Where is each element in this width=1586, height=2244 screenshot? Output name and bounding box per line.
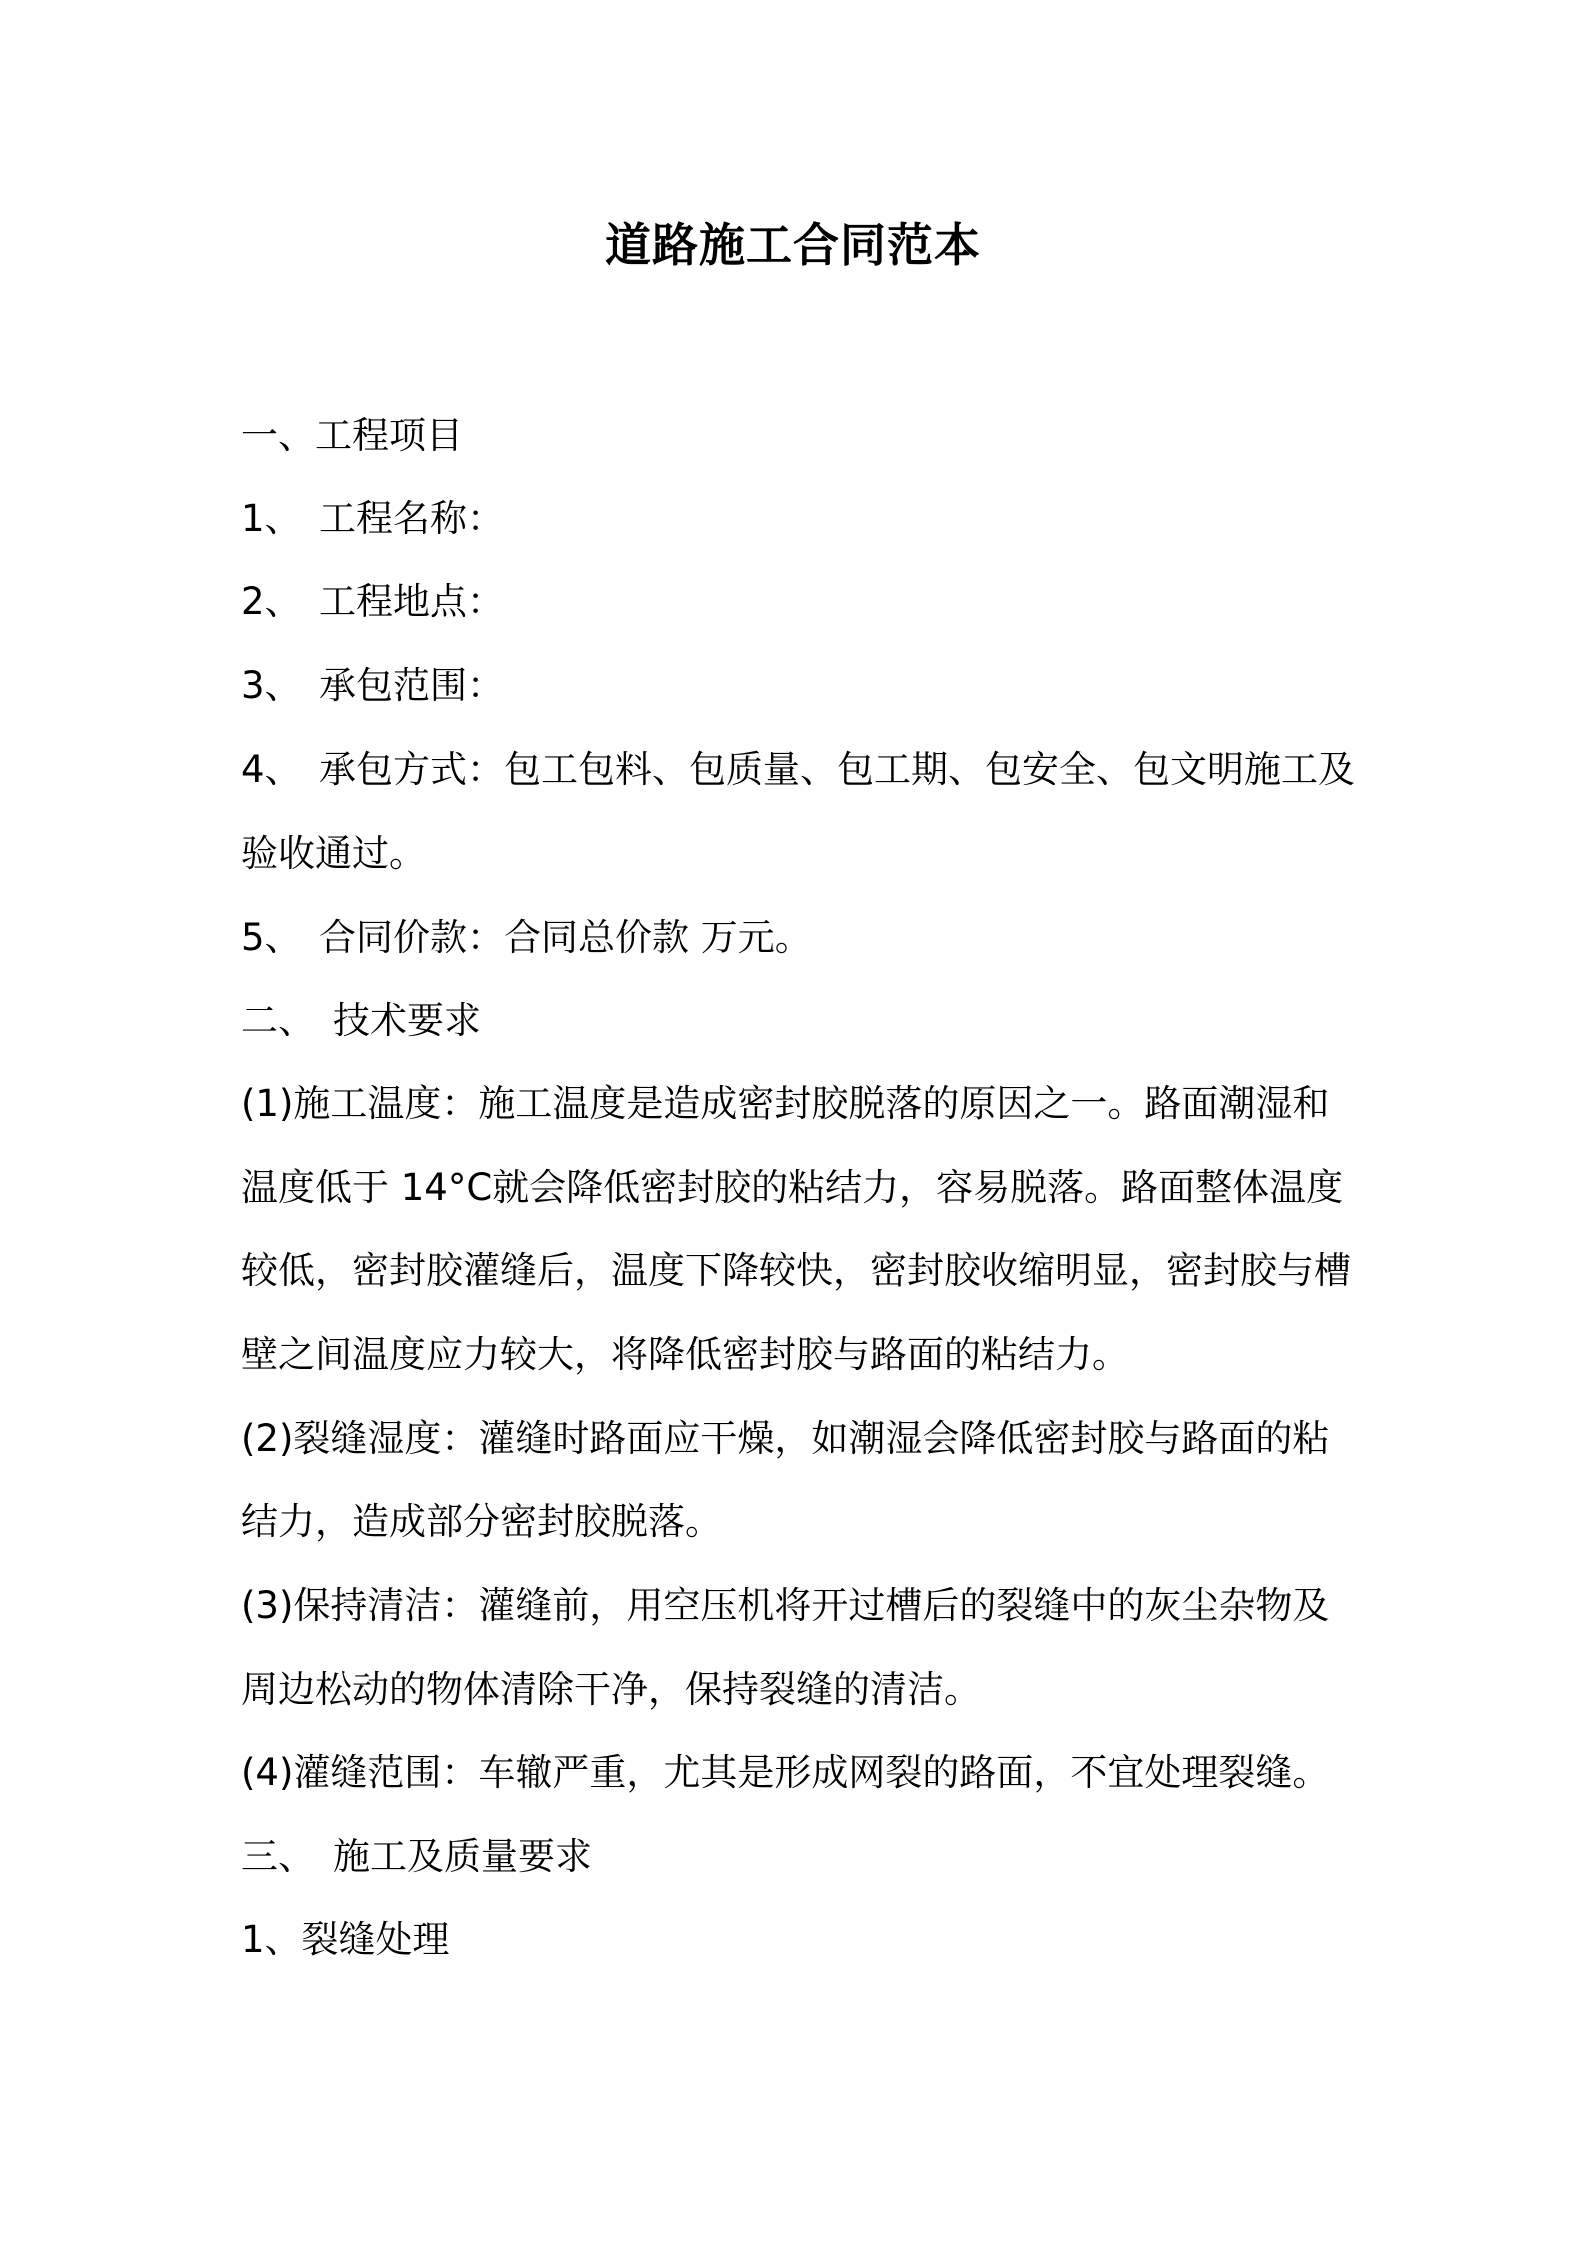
paragraph-line: 较低，密封胶灌缝后，温度下降较快，密封胶收缩明显，密封胶与槽 <box>241 1249 1351 1292</box>
section-heading-construction <box>241 1831 592 1883</box>
list-item <box>241 576 504 628</box>
item-text: 工程名称： <box>319 497 504 540</box>
document-title: 道路施工合同范本 <box>605 218 981 272</box>
list-item <box>241 493 504 545</box>
item-number: 2、 <box>241 580 302 623</box>
heading-text: 技术要求 <box>333 999 481 1042</box>
section-heading-project: 一、工程项目 <box>241 414 463 457</box>
item-number: 1、 <box>241 497 302 540</box>
heading-number: 三、 <box>241 1835 315 1878</box>
heading-text: 施工及质量要求 <box>333 1835 592 1878</box>
item-text: 工程地点： <box>319 580 504 623</box>
section-heading-technical <box>241 995 481 1047</box>
item-text: 承包范围： <box>319 664 504 707</box>
paragraph-line: 结力，造成部分密封胶脱落。 <box>241 1500 722 1543</box>
subheading-crack-treatment: 1、裂缝处理 <box>241 1918 450 1961</box>
paragraph-line: 周边松动的物体清除干净，保持裂缝的清洁。 <box>241 1668 981 1711</box>
item-text: 合同价款：合同总价款 万元。 <box>319 916 812 959</box>
paragraph-line: (3)保持清洁：灌缝前，用空压机将开过槽后的裂缝中的灰尘杂物及 <box>241 1584 1330 1627</box>
item-number: 3、 <box>241 664 302 707</box>
paragraph-line: 壁之间温度应力较大，将降低密封胶与路面的粘结力。 <box>241 1333 1129 1376</box>
paragraph-line: 温度低于 14°C就会降低密封胶的粘结力，容易脱落。路面整体温度 <box>241 1166 1344 1209</box>
list-item <box>241 660 504 712</box>
heading-number: 二、 <box>241 999 315 1042</box>
paragraph-line: (1)施工温度：施工温度是造成密封胶脱落的原因之一。路面潮湿和 <box>241 1082 1330 1125</box>
item-number: 4、 <box>241 748 302 791</box>
list-item <box>241 744 1355 796</box>
paragraph-line: (4)灌缝范围：车辙严重，尤其是形成网裂的路面，不宜处理裂缝。 <box>241 1751 1330 1794</box>
paragraph-line: (2)裂缝湿度：灌缝时路面应干燥，如潮湿会降低密封胶与路面的粘 <box>241 1417 1330 1460</box>
list-item <box>241 912 812 964</box>
item-continuation: 验收通过。 <box>241 832 426 875</box>
item-text: 承包方式：包工包料、包质量、包工期、包安全、包文明施工及 <box>319 748 1355 791</box>
item-number: 5、 <box>241 916 302 959</box>
